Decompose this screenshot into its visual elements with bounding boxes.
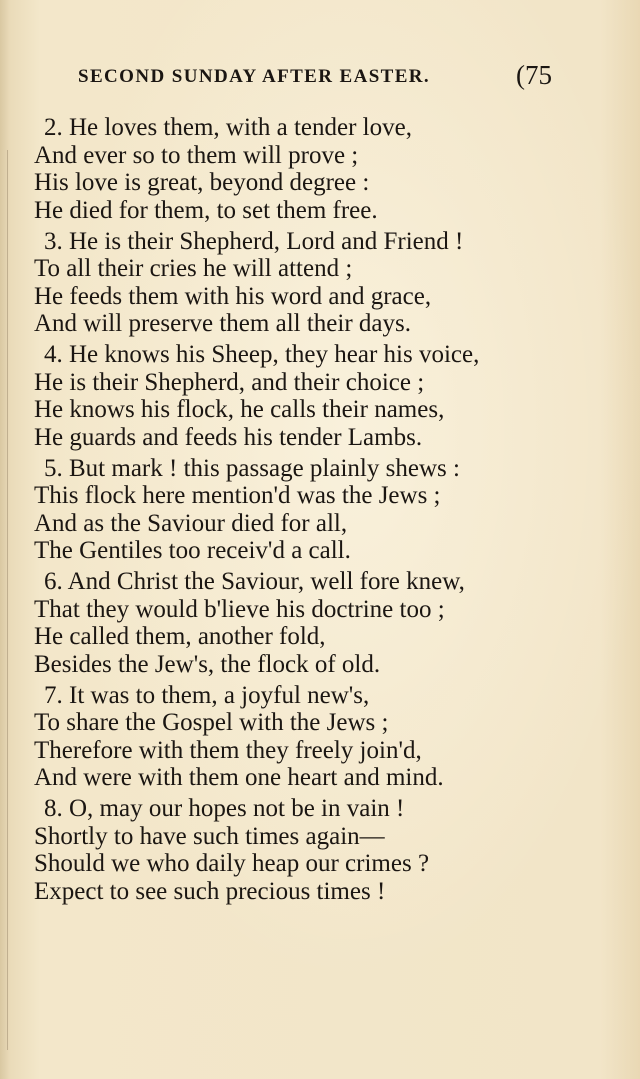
stanza-6 [34,568,624,678]
running-head: SECOND SUNDAY AFTER EASTER. [78,66,431,87]
verse-line: 2. He loves them, with a tender love, [44,114,412,141]
page-header [78,62,598,92]
verse-line: Shortly to have such times again— [34,822,385,850]
verse-line: His love is great, beyond degree : [34,169,370,196]
verse-line: 4. He knows his Sheep, they hear his voice, [44,341,480,368]
verse-line: He feeds them with his word and grace, [34,282,432,310]
verse-line: This flock here mention'd was the Jews ; [34,482,441,509]
verse-line: He guards and feeds his tender Lambs. [34,423,423,451]
verse-line: He called them, another fold, [34,623,326,650]
stanza-2 [34,114,624,224]
verse-line: To share the Gospel with the Jews ; [34,709,389,736]
verse-line: He is their Shepherd, and their choice ; [34,368,425,396]
stanza-5 [34,455,624,565]
stanza-4 [34,341,624,451]
gutter-shadow [7,150,8,1050]
verse-line: Expect to see such precious times ! [34,877,386,905]
stanza-3 [34,228,624,338]
verse-line: Should we who daily heap our crimes ? [34,850,430,877]
verse-line: He knows his flock, he calls their names, [34,396,445,423]
verse-line: Therefore with them they freely join'd, [34,736,422,764]
verse-line: And will preserve them all their days. [34,310,411,337]
verse-line: Besides the Jew's, the flock of old. [34,650,381,678]
verse-line: 6. And Christ the Saviour, well fore knew, [44,568,465,595]
verse-line: 8. O, may our hopes not be in vain ! [44,795,405,822]
verse-line: 5. But mark ! this passage plainly shews : [44,454,460,482]
page-number: (75 [516,60,552,90]
verse-line: That they would b'lieve his doctrine too ; [34,595,445,623]
stanza-7 [34,682,624,792]
verse-line: And were with them one heart and mind. [34,764,444,791]
stanza-8 [34,795,624,905]
hymn-text [34,114,624,909]
verse-line: To all their cries he will attend ; [34,255,353,282]
verse-line: The Gentiles too receiv'd a call. [34,537,351,564]
verse-line: 7. It was to them, a joyful new's, [44,681,370,709]
verse-line: And as the Saviour died for all, [34,509,348,537]
verse-line: He died for them, to set them free. [34,196,378,224]
verse-line: And ever so to them will prove ; [34,141,359,169]
verse-line: 3. He is their Shepherd, Lord and Friend ! [44,227,464,255]
